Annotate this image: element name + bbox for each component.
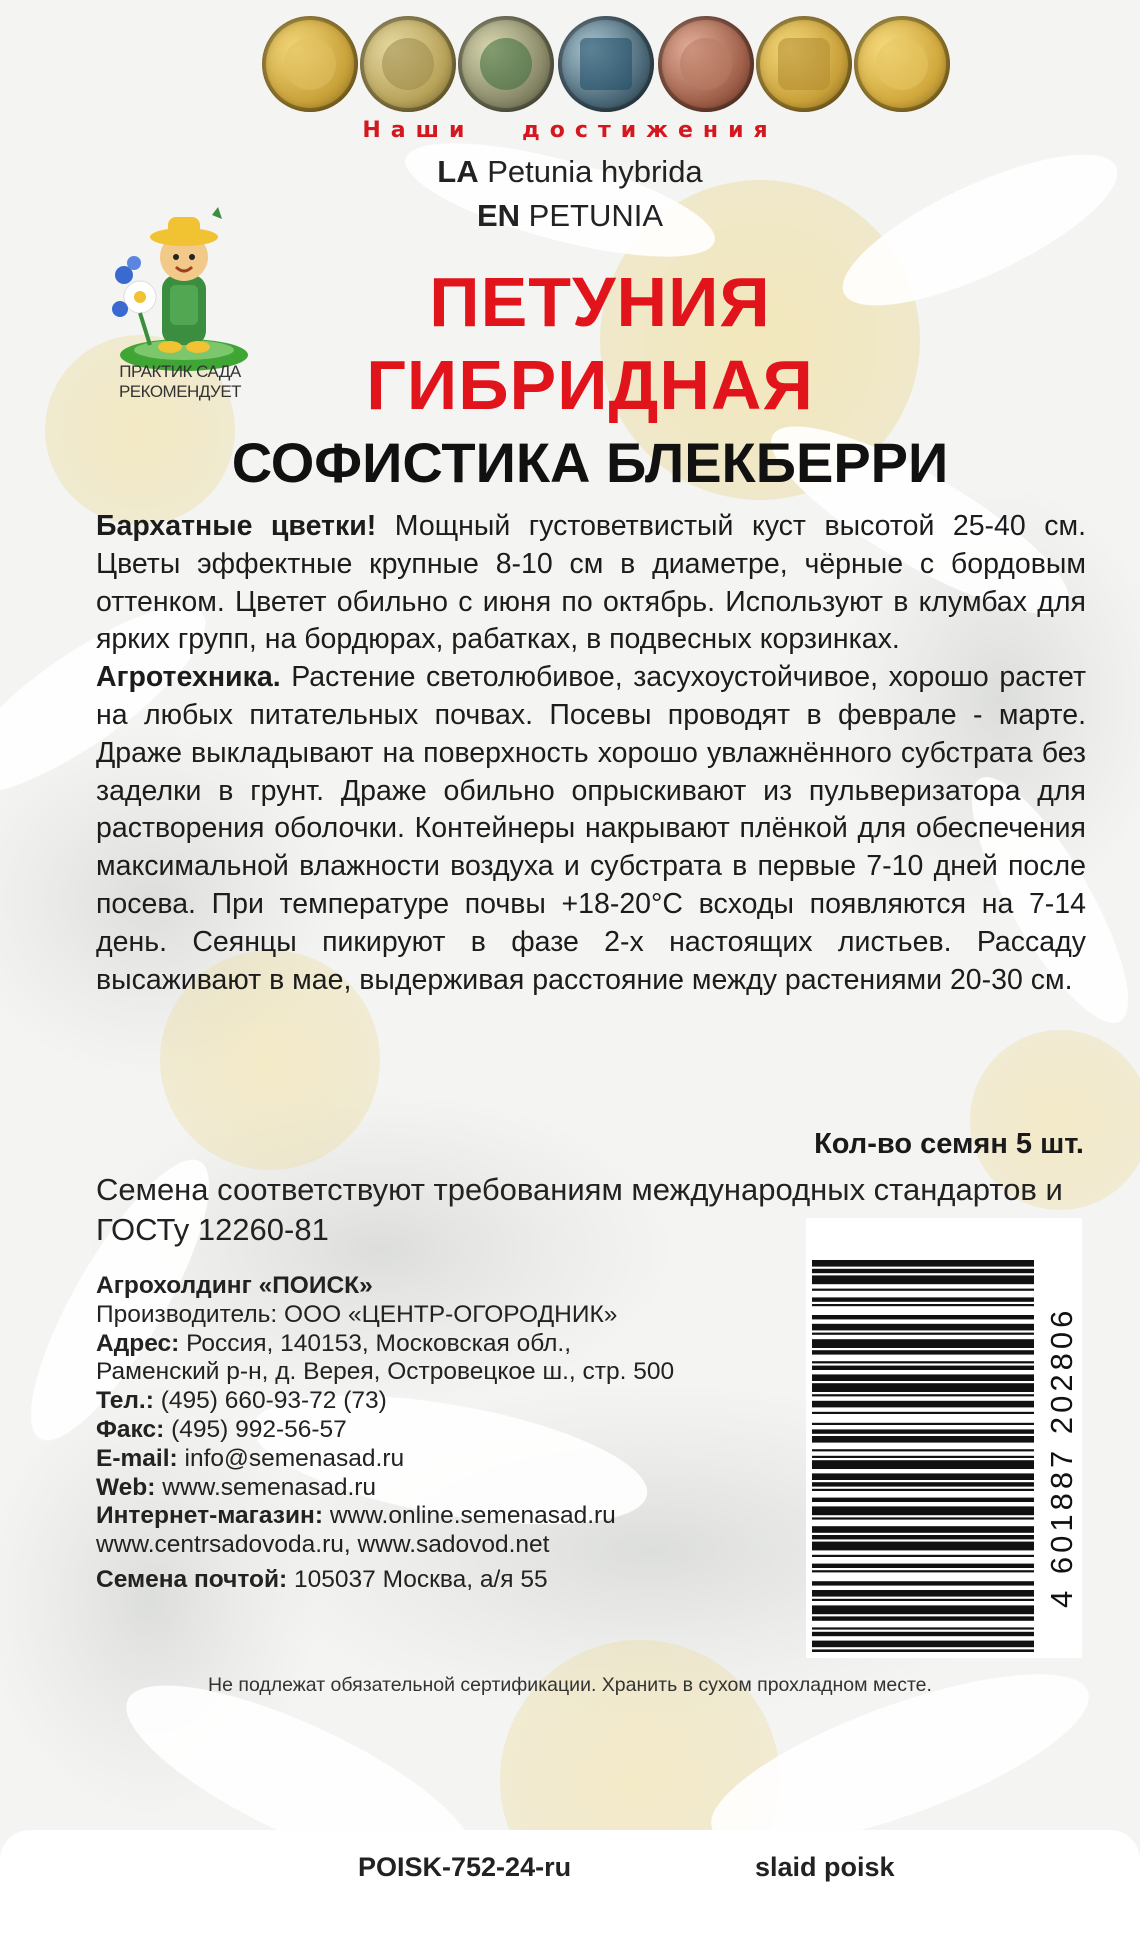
barcode-bar [812, 1269, 1034, 1273]
barcode-bar [812, 1498, 1034, 1502]
barcode-bar [812, 1401, 1034, 1408]
producer: Производитель: ООО «ЦЕНТР-ОГОРОДНИК» [96, 1300, 618, 1328]
agrotechnics-paragraph [96, 659, 1086, 999]
footer-panel [0, 1830, 1140, 1956]
english-name-text: PETUNIA [528, 198, 664, 233]
barcode-bar [812, 1304, 1034, 1306]
barcode-bar [812, 1649, 1034, 1652]
barcode-bar [812, 1526, 1034, 1533]
seed-quantity: Кол-во семян 5 шт. [814, 1128, 1084, 1160]
medals-row [0, 0, 1140, 120]
achievements-label: Наши достижения [362, 118, 778, 143]
slaid-label: slaid poisk [755, 1852, 895, 1882]
gold-medal-icon [360, 16, 456, 112]
barcode-bar [812, 1339, 1034, 1348]
address-line1 [96, 1330, 796, 1359]
barcode-bar [812, 1581, 1034, 1585]
shop-value: www.online.semenasad.ru [323, 1502, 616, 1530]
description-lead: Бархатные цветки! [96, 510, 377, 542]
barcode-bar [812, 1436, 1034, 1443]
logo-caption-line2: РЕКОМЕНДУЕТ [118, 382, 242, 401]
latin-prefix: LA [437, 154, 479, 189]
blue-emblem-medal-icon [558, 16, 654, 112]
phone-row [96, 1387, 796, 1416]
address-value: Россия, 140153, Московская обл., [179, 1329, 572, 1357]
fax-label: Факс: [96, 1415, 165, 1443]
agrotechnics-lead: Агротехника. [96, 661, 281, 694]
standards-note: Семена соответствуют требованиям международных стандартов и ГОСТу 12260-81 [96, 1172, 1063, 1247]
barcode-bar [812, 1456, 1034, 1458]
barcode-bar [812, 1616, 1034, 1620]
barcode-bar [812, 1366, 1034, 1370]
gold-figure-medal-icon [756, 16, 852, 112]
barcode-bar [812, 1482, 1034, 1486]
barcode-bar [812, 1275, 1034, 1284]
barcode-bar [812, 1627, 1034, 1629]
barcode-bar [812, 1641, 1034, 1648]
barcode-bar [812, 1361, 1034, 1363]
barcode-bar [812, 1260, 1034, 1267]
barcode-bar [812, 1555, 1034, 1557]
description [96, 508, 1086, 999]
gold-medal-icon [854, 16, 950, 112]
barcode-bar [812, 1289, 1034, 1291]
barcode-bar [812, 1297, 1034, 1301]
barcode-bar [812, 1473, 1034, 1480]
barcode-bar [812, 1412, 1034, 1414]
barcode-bar [812, 1423, 1034, 1425]
barcode-bar [812, 1599, 1034, 1601]
company-name: Агрохолдинг «ПОИСК» [96, 1272, 373, 1299]
mail-label: Семена почтой: [96, 1565, 288, 1593]
barcode-number: 4 601887 202806 [1044, 1306, 1079, 1608]
web-row [96, 1474, 796, 1503]
fax-value: (495) 992-56-57 [164, 1415, 347, 1443]
barcode-bar [812, 1324, 1034, 1331]
mail-row [96, 1566, 796, 1595]
web-label: Web: [96, 1473, 156, 1501]
email-label: E-mail: [96, 1444, 178, 1472]
logo-caption-line1: ПРАКТИК САДА [119, 362, 241, 381]
gold-medal-icon [262, 16, 358, 112]
barcode-bar [812, 1564, 1034, 1568]
address-line2: Раменский р-н, д. Верея, Островецкое ш., стр. 500 [96, 1358, 675, 1386]
barcode-bar [812, 1489, 1034, 1491]
barcode-bar [812, 1506, 1034, 1515]
barcode-bar [812, 1542, 1034, 1551]
phone-value: (495) 660-93-72 (73) [153, 1387, 387, 1415]
barcode-bar [812, 1374, 1034, 1381]
contacts-block [96, 1272, 796, 1595]
address-label: Адрес: [96, 1329, 180, 1357]
shop-row [96, 1502, 796, 1531]
email-value: info@semenasad.ru [177, 1444, 405, 1472]
barcode-bar [812, 1350, 1034, 1354]
product-title-line2: ГИБРИДНАЯ [366, 346, 814, 424]
copper-medal-icon [658, 16, 754, 112]
product-code: POISK-752-24-ru [358, 1852, 572, 1882]
product-title-line1: ПЕТУНИЯ [429, 263, 771, 341]
english-prefix: EN [476, 198, 521, 233]
barcode-bar [812, 1535, 1034, 1539]
barcode-bar [812, 1429, 1034, 1433]
barcode-bar [812, 1394, 1034, 1396]
latin-name [0, 154, 1140, 190]
fax-row [96, 1416, 796, 1445]
description-text: Мощный густоветвистый куст высотой 25-40 см. Цветы эффектные крупные 8-10 см в диаметре, чёрные с бордовым оттенком. Цветет обильно с июня по октябрь. Используют в клумбах для ярких групп, на бордюрах, рабатках, в подвесных корзинках. [96, 510, 1086, 656]
barcode-bar [812, 1517, 1034, 1519]
green-emblem-medal-icon [458, 16, 554, 112]
agrotechnics-text: Растение светолюбивое, засухоустойчивое, хорошо растет на любых питательных почвах. Посевы проводят в феврале - марте. Драже выкладывают на поверхность хорошо увлажнённого субстрата без заделки в грунт. Драже обильно опрыскивают из пульверизатора для растворения оболочки. Контейнеры накрывают плёнкой для обеспечения максимальной влажности воздуха и субстрата в первые 7-10 дней после посева. При температуре почвы +18-20°С всходы появляются на 7-14 день. Сеянцы пикируют в фазе 2-х настоящих листьев. Рассаду высаживают в мае, выдерживая расстояние между растениями 20-30 см. [96, 661, 1086, 996]
latin-name-text: Petunia hybrida [487, 154, 703, 189]
barcode-bar [812, 1315, 1034, 1319]
description-paragraph [96, 508, 1086, 659]
variety-name: СОФИСТИКА БЛЕКБЕРРИ [231, 431, 949, 494]
barcode-bar [812, 1605, 1034, 1614]
phone-label: Тел.: [96, 1387, 154, 1415]
barcode-bar [812, 1449, 1034, 1451]
barcode-icon [812, 1260, 1034, 1652]
barcode-bar [812, 1333, 1034, 1335]
storage-notice: Не подлежат обязательной сертификации. Хранить в сухом прохладном месте. [208, 1674, 932, 1696]
barcode-bar [812, 1570, 1034, 1572]
mail-value: 105037 Москва, а/я 55 [287, 1565, 548, 1593]
barcode-bar [812, 1632, 1034, 1636]
shop-label: Интернет-магазин: [96, 1502, 324, 1530]
web-value: www.semenasad.ru [155, 1473, 377, 1501]
email-row [96, 1445, 796, 1474]
barcode-bar [812, 1590, 1034, 1597]
barcode-bar [812, 1460, 1034, 1469]
barcode-bar [812, 1383, 1034, 1392]
shop-row2: www.centrsadovoda.ru, www.sadovod.net [96, 1531, 550, 1559]
